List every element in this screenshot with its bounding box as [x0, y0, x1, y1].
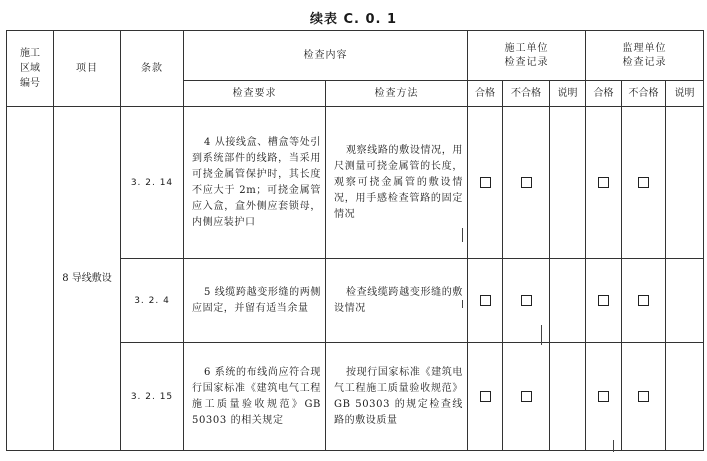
- checkbox-icon: [598, 177, 609, 188]
- supervisor-pass-checkbox[interactable]: [586, 259, 622, 343]
- clause-cell: 3. 2. 14: [121, 107, 184, 259]
- requirement-cell: 5 线缆跨越变形缝的两侧应固定，并留有适当余量: [184, 259, 326, 343]
- checkbox-icon: [521, 391, 532, 402]
- checkbox-icon: [480, 295, 491, 306]
- inspection-table: [6, 30, 704, 451]
- header-clause: 条款: [121, 31, 184, 107]
- supervisor-fail-checkbox[interactable]: [622, 259, 666, 343]
- contractor-pass-checkbox[interactable]: [468, 343, 503, 451]
- header-supervisor-line: 监理单位: [622, 42, 667, 54]
- checkbox-icon: [638, 295, 649, 306]
- header-contractor-fail: 不合格: [503, 81, 550, 107]
- table-row: [7, 107, 704, 259]
- header-area-code-line: 施工: [20, 48, 40, 59]
- table-title: 续表 C. 0. 1: [309, 12, 398, 27]
- contractor-pass-checkbox[interactable]: [468, 107, 503, 259]
- supervisor-note-cell: [666, 343, 704, 451]
- scan-mark: [462, 228, 463, 242]
- checkbox-icon: [638, 391, 649, 402]
- scan-mark: [613, 440, 614, 452]
- checkbox-icon: [598, 391, 609, 402]
- header-requirement: 检查要求: [184, 81, 326, 107]
- contractor-note-cell: [550, 259, 586, 343]
- item-name-cell: 8 导线敷设: [54, 107, 121, 451]
- header-area-code-line: 区域: [20, 63, 40, 74]
- header-supervisor-note: 说明: [666, 81, 704, 107]
- header-supervisor-pass: 合格: [586, 81, 622, 107]
- checkbox-icon: [638, 177, 649, 188]
- header-item: 项目: [54, 31, 121, 107]
- contractor-fail-checkbox[interactable]: [503, 107, 550, 259]
- contractor-pass-checkbox[interactable]: [468, 259, 503, 343]
- requirement-cell: 6 系统的布线尚应符合现行国家标准《建筑电气工程施工质量验收规范》GB 50303 的相关规定: [184, 343, 326, 451]
- scan-mark: [541, 325, 542, 345]
- header-area-code: [7, 31, 54, 107]
- header-contractor-pass: 合格: [468, 81, 503, 107]
- contractor-note-cell: [550, 107, 586, 259]
- clause-cell: 3. 2. 15: [121, 343, 184, 451]
- header-contractor-record: [468, 31, 586, 81]
- header-contractor-line: 施工单位: [504, 42, 549, 54]
- checkbox-icon: [521, 295, 532, 306]
- requirement-cell: 4 从接线盒、槽盒等处引到系统部件的线路，当采用可挠金属管保护时，其长度不应大于 2m；可挠金属管应入盒，盒外侧应套锁母，内侧应装护口: [184, 107, 326, 259]
- method-cell: 按现行国家标准《建筑电气工程施工质量验收规范》GB 50303 的规定检查线路的敷设质量: [326, 343, 468, 451]
- contractor-note-cell: [550, 343, 586, 451]
- contractor-fail-checkbox[interactable]: [503, 343, 550, 451]
- header-contractor-line: 检查记录: [504, 56, 549, 68]
- header-area-code-line: 编号: [20, 78, 40, 89]
- supervisor-fail-checkbox[interactable]: [622, 343, 666, 451]
- supervisor-note-cell: [666, 259, 704, 343]
- checkbox-icon: [480, 391, 491, 402]
- header-supervisor-fail: 不合格: [622, 81, 666, 107]
- contractor-fail-checkbox[interactable]: [503, 259, 550, 343]
- checkbox-icon: [480, 177, 491, 188]
- header-method: 检查方法: [326, 81, 468, 107]
- header-inspection-content: 检查内容: [184, 31, 468, 81]
- checkbox-icon: [521, 177, 532, 188]
- header-contractor-note: 说明: [550, 81, 586, 107]
- supervisor-note-cell: [666, 107, 704, 259]
- checkbox-icon: [598, 295, 609, 306]
- clause-cell: 3. 2. 4: [121, 259, 184, 343]
- area-code-cell: [7, 107, 54, 451]
- method-cell: 观察线路的敷设情况，用尺测量可挠金属管的长度，观察可挠金属管的敷设情况，用手感检查管路的固定情况: [326, 107, 468, 259]
- supervisor-fail-checkbox[interactable]: [622, 107, 666, 259]
- header-supervisor-line: 检查记录: [622, 56, 667, 68]
- supervisor-pass-checkbox[interactable]: [586, 343, 622, 451]
- supervisor-pass-checkbox[interactable]: [586, 107, 622, 259]
- method-cell: 检查线缆跨越变形缝的敷设情况: [326, 259, 468, 343]
- header-supervisor-record: [586, 31, 704, 81]
- scan-mark: [462, 300, 463, 308]
